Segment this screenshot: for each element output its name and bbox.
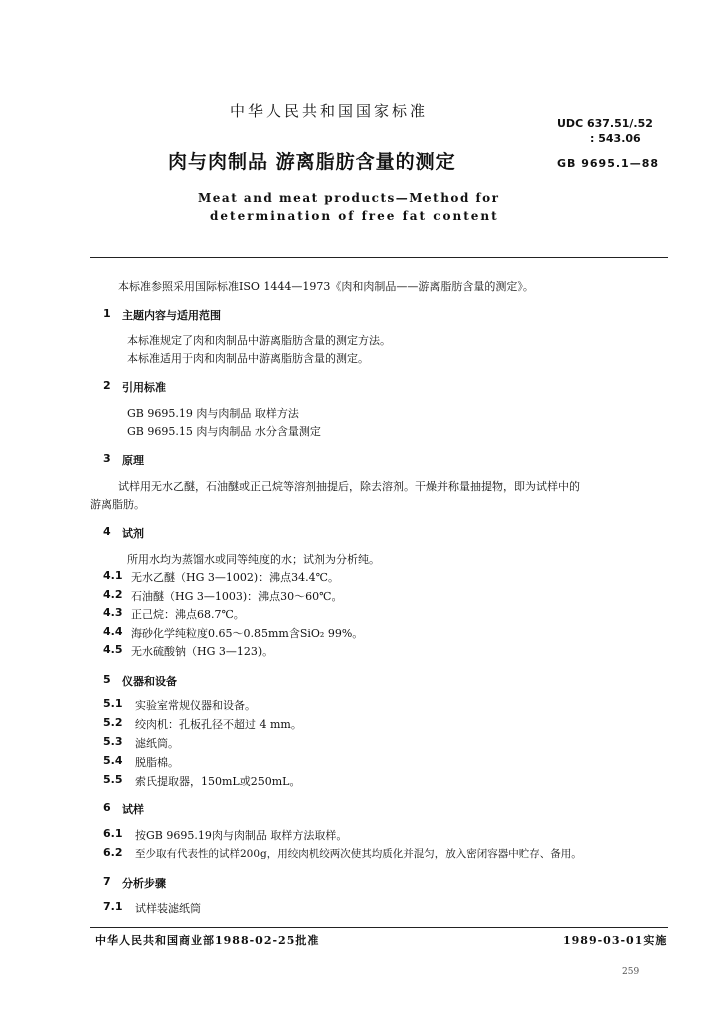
item-text: 正己烷：沸点68.7℃。 [131, 608, 245, 621]
item-number: 5.1 [103, 697, 123, 710]
paragraph: 本标准规定了肉和肉制品中游离脂肪含量的测定方法。 [127, 334, 391, 347]
reference-standard: GB 9695.15 肉与肉制品 水分含量测定 [127, 425, 321, 438]
item-number: 6.2 [103, 846, 123, 859]
item-number: 5.4 [103, 754, 123, 767]
english-title-line1: Meat and meat products—Method for [198, 191, 500, 205]
item-text: 实验室常规仪器和设备。 [135, 699, 256, 712]
item-number: 4.4 [103, 625, 123, 638]
section-title: 引用标准 [122, 381, 166, 394]
section-number: 1 [103, 307, 111, 320]
item-text: 至少取有代表性的试样200g，用绞肉机绞两次使其均质化并混匀，放入密闭容器中贮存、备用。 [135, 848, 582, 860]
item-text: 脱脂棉。 [135, 756, 179, 769]
country-standard-heading: 中华人民共和国国家标准 [230, 102, 429, 120]
udc-code-line2: : 543.06 [590, 132, 641, 145]
section-title: 试样 [122, 803, 144, 816]
page-number: 259 [622, 967, 640, 977]
item-number: 5.5 [103, 773, 123, 786]
item-text: 试样装滤纸筒 [135, 902, 201, 915]
header-divider [90, 257, 668, 258]
item-text: 滤纸筒。 [135, 737, 179, 750]
section-number: 3 [103, 452, 111, 465]
gb-standard-number: GB 9695.1—88 [557, 157, 659, 170]
implementation-date: 1989-03-01实施 [563, 934, 668, 947]
item-text: 索氏提取器，150mL或250mL。 [135, 775, 301, 788]
item-number: 4.1 [103, 569, 123, 582]
item-text: 海砂化学纯粒度0.65～0.85mm含SiO₂ 99%。 [131, 627, 364, 640]
section-number: 6 [103, 801, 111, 814]
reference-standard: GB 9695.19 肉与肉制品 取样方法 [127, 407, 299, 420]
section-number: 2 [103, 379, 111, 392]
item-text: 无水乙醚（HG 3—1002)：沸点34.4℃。 [131, 571, 339, 584]
section-title: 分析步骤 [122, 877, 166, 890]
document-title: 肉与肉制品 游离脂肪含量的测定 [168, 151, 456, 173]
paragraph: 所用水均为蒸馏水或同等纯度的水；试剂为分析纯。 [127, 553, 380, 566]
approval-date: 中华人民共和国商业部1988-02-25批准 [95, 934, 320, 947]
footer-divider [90, 927, 668, 928]
section-title: 原理 [122, 454, 144, 467]
item-text: 按GB 9695.19肉与肉制品 取样方法取样。 [135, 829, 348, 842]
section-title: 试剂 [122, 527, 144, 540]
item-number: 7.1 [103, 900, 123, 913]
item-text: 无水硫酸钠（HG 3—123)。 [131, 645, 274, 658]
item-number: 4.3 [103, 606, 123, 619]
item-number: 4.5 [103, 643, 123, 656]
item-number: 5.3 [103, 735, 123, 748]
section-number: 4 [103, 525, 111, 538]
udc-code-line1: UDC 637.51/.52 [557, 117, 653, 130]
intro-paragraph: 本标准参照采用国际标准ISO 1444—1973《肉和肉制品——游离脂肪含量的测定》。 [118, 280, 534, 293]
section-number: 7 [103, 875, 111, 888]
paragraph: 本标准适用于肉和肉制品中游离脂肪含量的测定。 [127, 352, 369, 365]
item-number: 5.2 [103, 716, 123, 729]
paragraph: 试样用无水乙醚，石油醚或正己烷等溶剂抽提后，除去溶剂。干燥并称量抽提物，即为试样中的 [118, 480, 580, 493]
item-text: 石油醚（HG 3—1003)：沸点30～60℃。 [131, 590, 343, 603]
item-number: 6.1 [103, 827, 123, 840]
item-text: 绞肉机：孔板孔径不超过 4 mm。 [135, 718, 302, 731]
section-title: 仪器和设备 [122, 675, 177, 688]
section-number: 5 [103, 673, 111, 686]
item-number: 4.2 [103, 588, 123, 601]
english-title-line2: determination of free fat content [210, 209, 499, 223]
paragraph: 游离脂肪。 [90, 498, 145, 511]
section-title: 主题内容与适用范围 [122, 309, 221, 322]
